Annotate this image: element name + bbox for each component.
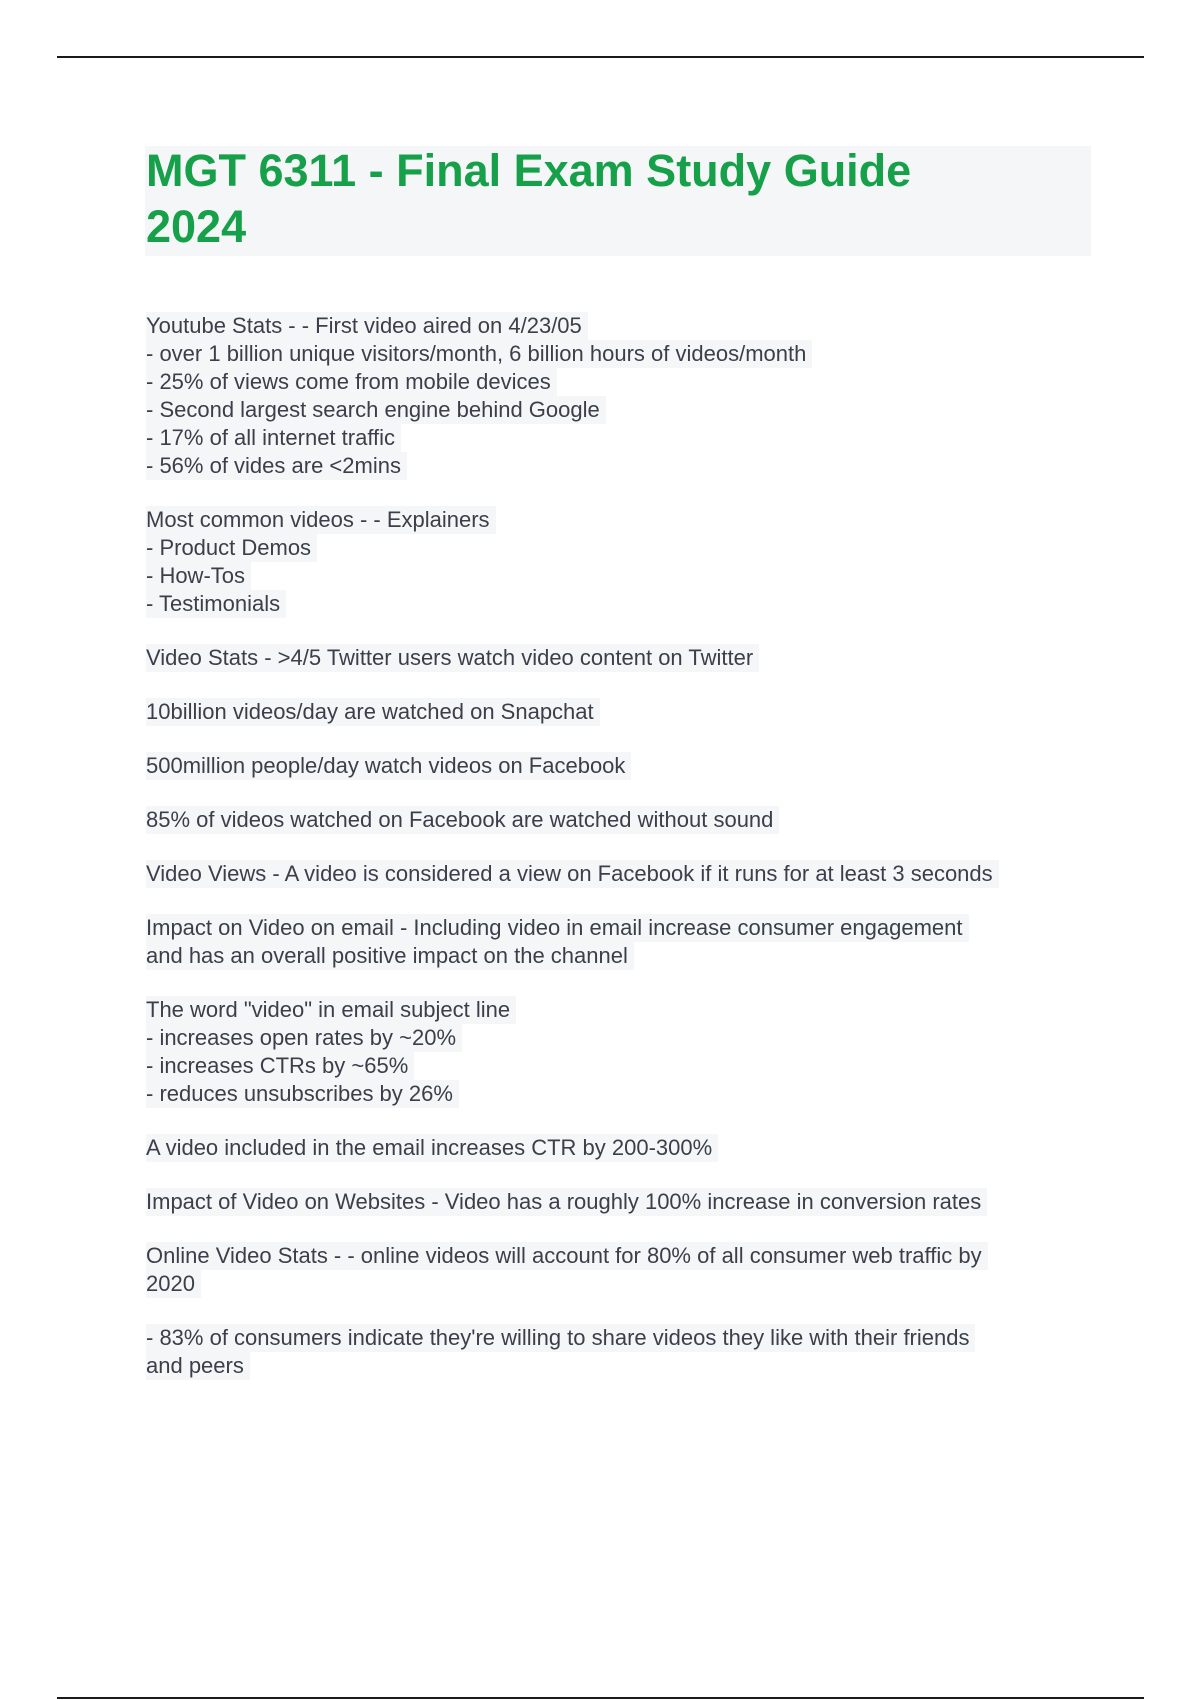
note-block [146, 1242, 1096, 1298]
note-line: - increases CTRs by ~65% [146, 1052, 414, 1080]
note-line: - Product Demos [146, 534, 317, 562]
note-block [146, 752, 1096, 780]
top-rule [57, 56, 1144, 58]
bottom-rule [57, 1697, 1144, 1699]
note-block [146, 506, 1096, 618]
note-line: 85% of videos watched on Facebook are watched without sound [146, 806, 779, 834]
note-line: 2020 [146, 1270, 201, 1298]
note-line: - 25% of views come from mobile devices [146, 368, 557, 396]
note-line: - 56% of vides are <2mins [146, 452, 407, 480]
note-line: Video Stats - >4/5 Twitter users watch video content on Twitter [146, 644, 759, 672]
note-line: - 17% of all internet traffic [146, 424, 401, 452]
note-line: 500million people/day watch videos on Facebook [146, 752, 631, 780]
note-block [146, 312, 1096, 480]
note-line: - increases open rates by ~20% [146, 1024, 462, 1052]
note-line: - How-Tos [146, 562, 251, 590]
note-line: Impact of Video on Websites - Video has a roughly 100% increase in conversion rates [146, 1188, 987, 1216]
note-block [146, 1188, 1096, 1216]
study-guide-body [146, 312, 1096, 1406]
note-block [146, 860, 1096, 888]
note-line: Online Video Stats - - online videos will account for 80% of all consumer web traffic by [146, 1242, 988, 1270]
page-title-line-1: MGT 6311 - Final Exam Study Guide [146, 145, 912, 196]
note-block [146, 1134, 1096, 1162]
note-line: A video included in the email increases CTR by 200-300% [146, 1134, 718, 1162]
note-line: - Testimonials [146, 590, 286, 618]
note-line: 10billion videos/day are watched on Snapchat [146, 698, 600, 726]
note-block [146, 806, 1096, 834]
note-line: - reduces unsubscribes by 26% [146, 1080, 459, 1108]
page-title-line-2: 2024 [146, 201, 247, 252]
note-line: The word "video" in email subject line [146, 996, 516, 1024]
note-line: Video Views - A video is considered a view on Facebook if it runs for at least 3 seconds [146, 860, 999, 888]
note-block [146, 698, 1096, 726]
note-block [146, 1324, 1096, 1380]
note-line: and peers [146, 1352, 250, 1380]
note-block [146, 644, 1096, 672]
note-line: and has an overall positive impact on the channel [146, 942, 634, 970]
note-line: Most common videos - - Explainers [146, 506, 496, 534]
note-line: Impact on Video on email - Including video in email increase consumer engagement [146, 914, 969, 942]
note-line: Youtube Stats - - First video aired on 4/23/05 [146, 312, 588, 340]
note-line: - Second largest search engine behind Google [146, 396, 606, 424]
note-block [146, 914, 1096, 970]
note-line: - over 1 billion unique visitors/month, 6 billion hours of videos/month [146, 340, 812, 368]
note-block [146, 996, 1096, 1108]
page-title [146, 143, 1076, 255]
note-line: - 83% of consumers indicate they're willing to share videos they like with their friends [146, 1324, 975, 1352]
